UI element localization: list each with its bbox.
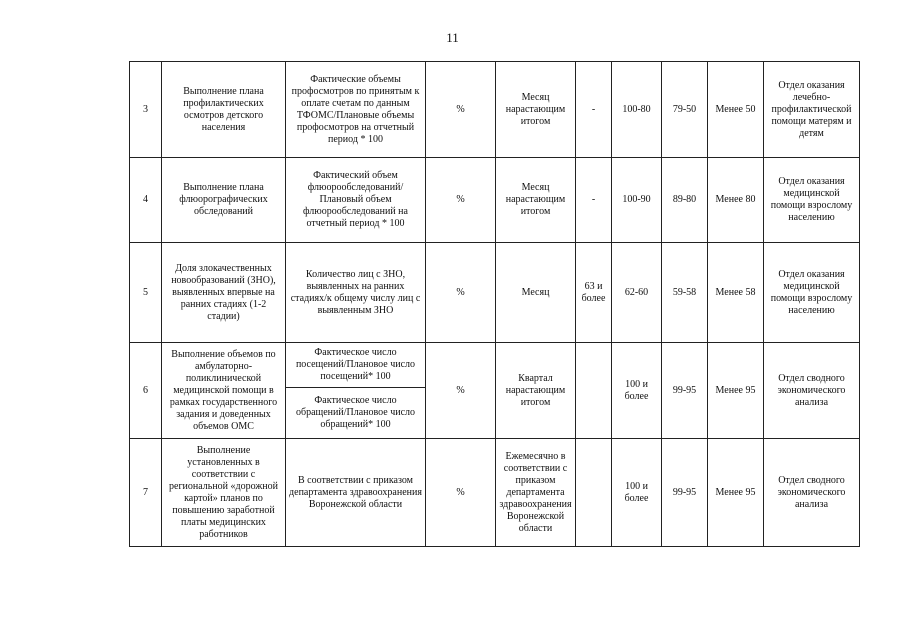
table-row xyxy=(130,343,860,388)
unit: % xyxy=(426,158,496,243)
criterion-4: Менее 95 xyxy=(708,439,764,547)
indicator-name: Выполнение объемов по амбулаторно-поликлинической медицинской помощи в рамках государственного задания и доведенных объемов ОМС xyxy=(162,343,286,439)
responsible-department: Отдел сводного экономического анализа xyxy=(764,439,860,547)
criterion-2: 100 и более xyxy=(612,343,662,439)
row-number: 5 xyxy=(130,243,162,343)
criterion-4: Менее 80 xyxy=(708,158,764,243)
period: Месяц нарастающим итогом xyxy=(496,158,576,243)
period: Месяц xyxy=(496,243,576,343)
indicator-name: Выполнение плана флюорографических обследований xyxy=(162,158,286,243)
table-row xyxy=(130,158,860,243)
indicator-name: Доля злокачественных новообразований (ЗНО), выявленных впервые на ранних стадиях (1-2 стадии) xyxy=(162,243,286,343)
table-row xyxy=(130,439,860,547)
row-number: 7 xyxy=(130,439,162,547)
indicator-name: Выполнение плана профилактических осмотров детского населения xyxy=(162,62,286,158)
responsible-department: Отдел оказания лечебно-профилактической помощи матерям и детям xyxy=(764,62,860,158)
period: Месяц нарастающим итогом xyxy=(496,62,576,158)
calculation-formula: Фактический объем флюорообследований/Плановый объем флюорообследований на отчетный период * 100 xyxy=(286,158,426,243)
criterion-4: Менее 95 xyxy=(708,343,764,439)
calculation-formula: Фактические объемы профосмотров по принятым к оплате счетам по данным ТФОМС/Плановые объемы профосмотров на отчетный период * 100 xyxy=(286,62,426,158)
calculation-formula: Количество лиц с ЗНО, выявленных на ранних стадиях/к общему числу лиц с выявленным ЗНО xyxy=(286,243,426,343)
criterion-3: 59-58 xyxy=(662,243,708,343)
criterion-3: 89-80 xyxy=(662,158,708,243)
unit: % xyxy=(426,439,496,547)
row-number: 3 xyxy=(130,62,162,158)
responsible-department: Отдел оказания медицинской помощи взрослому населению xyxy=(764,243,860,343)
criterion-3: 79-50 xyxy=(662,62,708,158)
criterion-1: - xyxy=(576,62,612,158)
table-row xyxy=(130,62,860,158)
period: Квартал нарастающим итогом xyxy=(496,343,576,439)
criterion-1: 63 и более xyxy=(576,243,612,343)
page-number: 11 xyxy=(446,30,459,45)
responsible-department: Отдел оказания медицинской помощи взрослому населению xyxy=(764,158,860,243)
table-row xyxy=(130,243,860,343)
criterion-3: 99-95 xyxy=(662,343,708,439)
criterion-2: 100 и более xyxy=(612,439,662,547)
criterion-4: Менее 58 xyxy=(708,243,764,343)
period: Ежемесячно в соответствии с приказом департамента здравоохранения Воронежской области xyxy=(496,439,576,547)
criterion-2: 62-60 xyxy=(612,243,662,343)
criterion-1 xyxy=(576,343,612,439)
responsible-department: Отдел сводного экономического анализа xyxy=(764,343,860,439)
calculation-formula-visits: Фактическое число посещений/Плановое число посещений* 100 xyxy=(286,343,426,388)
unit: % xyxy=(426,243,496,343)
indicators-table xyxy=(129,61,860,547)
calculation-formula: В соответствии с приказом департамента здравоохранения Воронежской области xyxy=(286,439,426,547)
unit: % xyxy=(426,343,496,439)
row-number: 4 xyxy=(130,158,162,243)
criterion-1: - xyxy=(576,158,612,243)
criterion-1 xyxy=(576,439,612,547)
criterion-2: 100-80 xyxy=(612,62,662,158)
unit: % xyxy=(426,62,496,158)
criterion-2: 100-90 xyxy=(612,158,662,243)
row-number: 6 xyxy=(130,343,162,439)
criterion-4: Менее 50 xyxy=(708,62,764,158)
calculation-formula-appeals: Фактическое число обращений/Плановое число обращений* 100 xyxy=(286,388,426,439)
indicator-name: Выполнение установленных в соответствии с региональной «дорожной картой» планов по повышению заработной платы медицинских работников xyxy=(162,439,286,547)
criterion-3: 99-95 xyxy=(662,439,708,547)
